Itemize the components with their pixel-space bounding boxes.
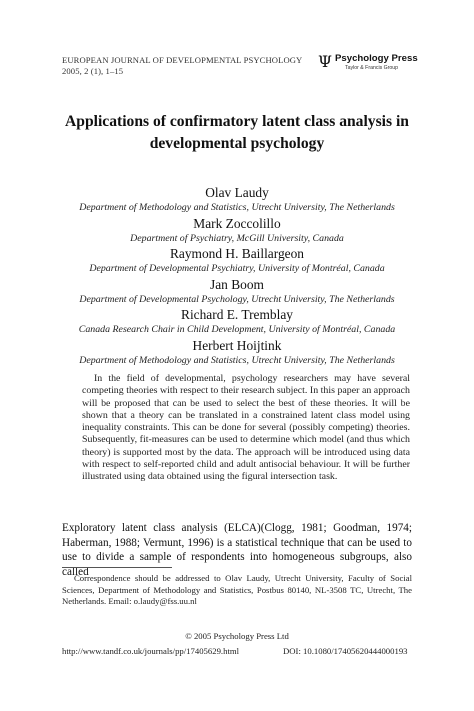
author-name: Olav Laudy [205, 185, 269, 200]
correspondence-footnote: Correspondence should be addressed to Olav Laudy, Utrecht University, Faculty of Social Sciences, Department of Methodology and Statistics, Postbus 80140, NL-3508 TC, Utrecht, The Netherlands. Email: o.laudy@fss.uu.nl [62, 573, 412, 607]
publisher-subtitle: Taylor & Francis Group [345, 65, 399, 71]
author-block [18, 184, 456, 214]
journal-volume: 2005, 2 (1), 1–15 [62, 66, 124, 76]
author-name: Jan Boom [210, 276, 264, 292]
journal-name: EUROPEAN JOURNAL OF DEVELOPMENTAL PSYCHOLOGY [62, 55, 303, 65]
article-title [30, 111, 444, 155]
author-affiliation: Department of Developmental Psychology, Utrecht University, The Netherlands [79, 293, 395, 305]
author-affiliation: Department of Methodology and Statistics, Utrecht University, The Netherlands [79, 354, 395, 366]
author-block [18, 337, 456, 367]
author-affiliation: Department of Methodology and Statistics, Utrecht University, The Netherlands [79, 202, 395, 213]
author-affiliation: Canada Research Chair in Child Development, University of Montréal, Canada [78, 324, 396, 335]
author-name: Raymond H. Baillargeon [169, 246, 304, 261]
journal-url: http://www.tandf.co.uk/journals/pp/17405629.html [62, 646, 240, 656]
author-name: Richard E. Tremblay [181, 307, 293, 322]
author-block [18, 245, 456, 275]
copyright-notice: © 2005 Psychology Press Ltd [185, 631, 289, 641]
author-name: Mark Zoccolillo [193, 215, 281, 231]
abstract: In the field of developmental, psychology researchers may have several competing theories with respect to their research subject. In this paper an approach will be proposed that can be used to select the best of these theories. It will be shown that a theory can be translated in a constrained latent class model using inequality constraints. This can be done for several (possibly competing) theories. Subsequently, fit-measures can be used to determine which model (and thus which theory) is supported most by the data. The approach will be introduced using data with respect to self-reported child and adult antisocial behaviour. It will be further illustrated using data obtained using the figural intersection task. [82, 373, 410, 483]
author-block [18, 215, 456, 245]
title-line-1: Applications of confirmatory latent class analysis in [65, 113, 409, 130]
journal-citation [62, 55, 302, 77]
author-block [18, 276, 456, 306]
title-line-2: developmental psychology [149, 135, 325, 152]
footnote-divider [62, 567, 172, 568]
author-list [18, 184, 456, 367]
doi: DOI: 10.1080/17405620444000193 [283, 646, 408, 656]
psi-logo-icon: Ψ [318, 52, 333, 71]
author-affiliation: Department of Psychiatry, McGill University, Canada [130, 232, 344, 244]
author-affiliation: Department of Developmental Psychiatry, University of Montréal, Canada [89, 263, 385, 274]
publisher-name: Psychology Press [335, 53, 418, 64]
author-name: Herbert Hoijtink [192, 337, 282, 353]
author-block [18, 306, 456, 336]
body-paragraph: Exploratory latent class analysis (ELCA)(Clogg, 1981; Goodman, 1974; Haberman, 1988; Vermunt, 1996) is a statistical technique that can be used to use to divide a sample of respondents into homogeneous subgroups, also called [62, 522, 412, 578]
